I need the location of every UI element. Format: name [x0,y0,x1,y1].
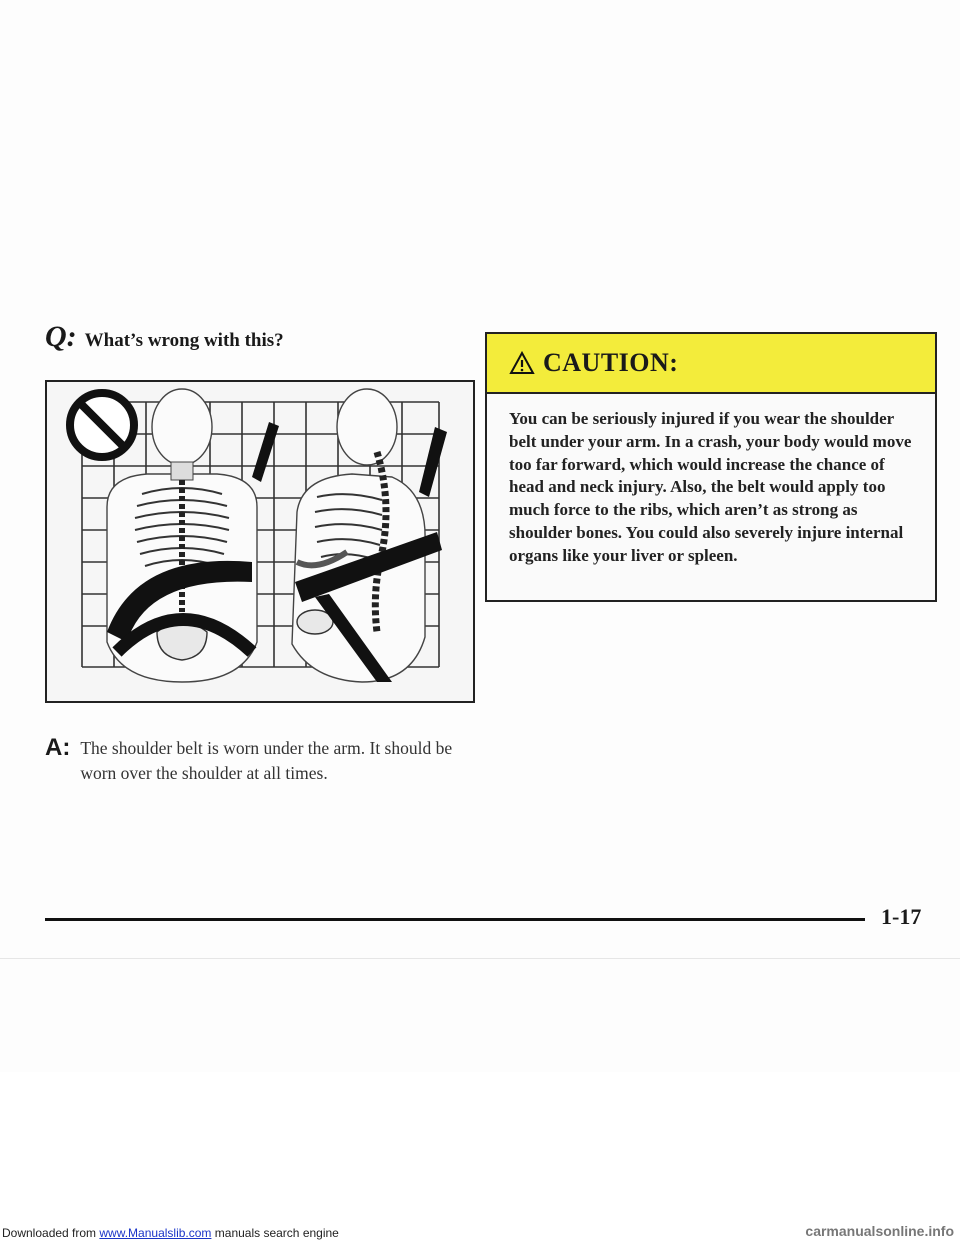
seatbelt-illustration [45,380,475,703]
footer-prefix: Downloaded from [2,1226,100,1240]
caution-title: CAUTION: [543,348,679,377]
page-rule [45,918,865,921]
faint-divider [0,958,960,959]
caution-body: You can be seriously injured if you wear the shoulder belt under your arm. In a crash, your body would move too far forward, which would increase the chance of head and neck injury. Also, the belt would apply too much force to the ribs, which aren’t as strong as shoulder bones. You could also severely injure internal organs like your liver or spleen. [509,409,912,565]
footer-suffix: manuals search engine [211,1226,339,1240]
watermark: carmanualsonline.info [805,1223,954,1239]
download-footer [0,1225,960,1242]
question [45,320,284,354]
page-number: 1-17 [881,904,922,929]
question-letter: Q: [45,320,77,353]
side-figure [292,389,447,682]
question-text: What’s wrong with this? [84,330,284,351]
footer-text [2,1226,339,1240]
prohibition-icon [70,393,134,457]
answer-text: The shoulder belt is worn under the arm. It should be worn over the shoulder at all times. [80,738,453,783]
answer-letter: A: [45,734,71,761]
caution-header [487,334,935,394]
manualslib-link[interactable]: www.Manualslib.com [99,1226,212,1240]
answer [45,733,475,786]
warning-triangle-icon [509,351,535,375]
caution-box [485,332,937,602]
